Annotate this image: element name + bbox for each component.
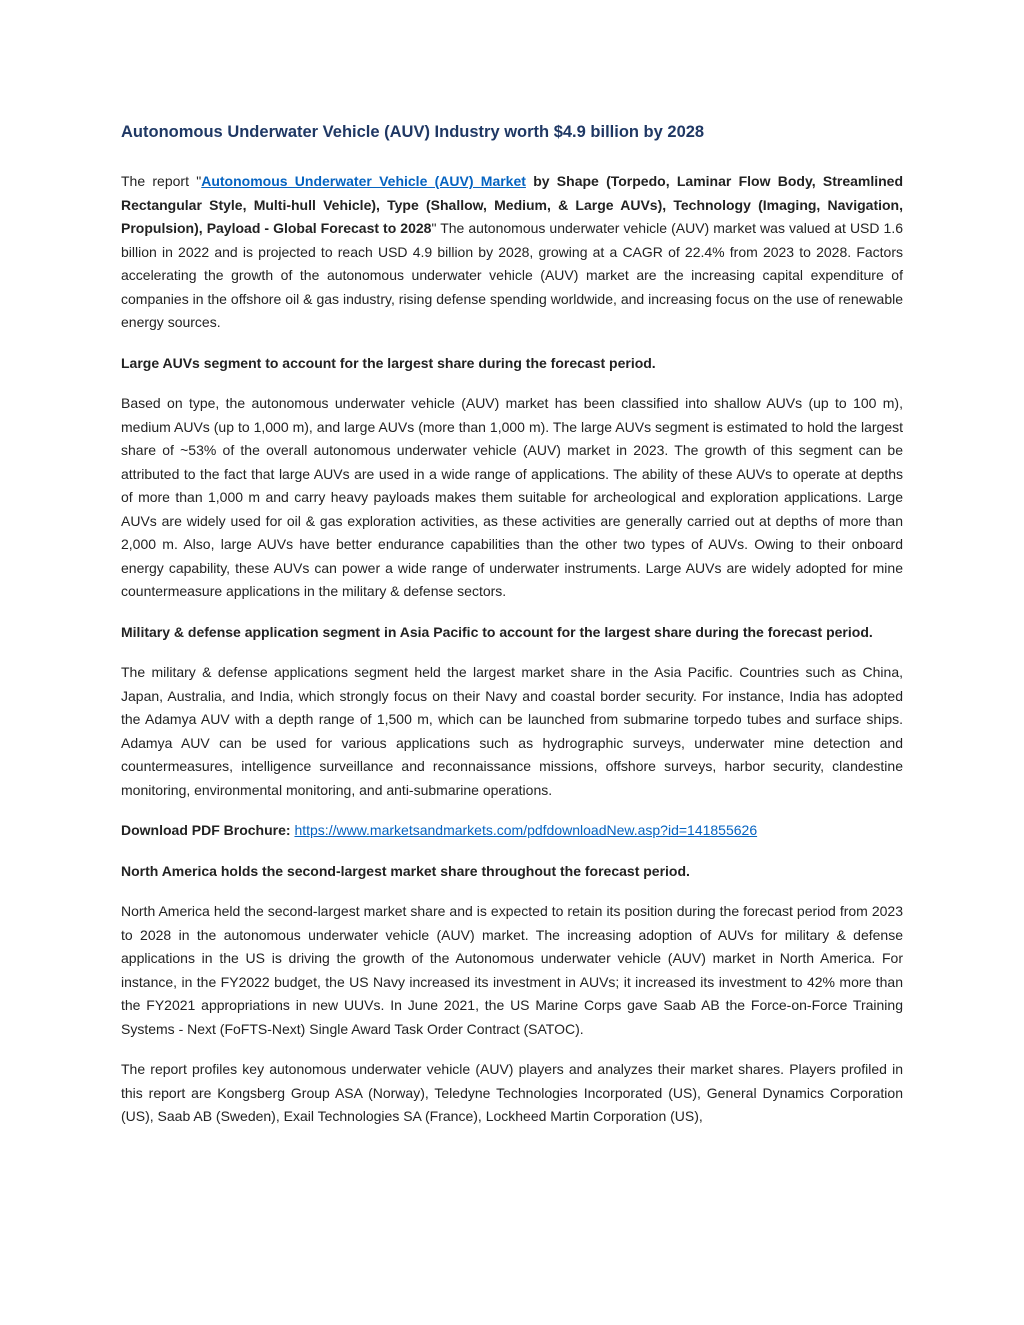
section-heading-north-america: North America holds the second-largest market share throughout the forecast period. [121, 862, 690, 879]
intro-prefix: The report " [121, 173, 202, 189]
intro-report-subtitle: by Shape (Torpedo, Laminar Flow Body, Streamlined Rectangular Style, Multi-hull Vehicle), Type (Shallow, Medium, & Large AUVs), Technology (Imaging, Navigation, Propulsion), Payload - Global Forecast to 2028 [121, 173, 904, 236]
page-title: Autonomous Underwater Vehicle (AUV) Industry worth $4.9 billion by 2028 [121, 123, 705, 141]
closing-paragraph: The report profiles key autonomous underwater vehicle (AUV) players and analyzes their market shares. Players profiled in this report are Kongsberg Group ASA (Norway), Teledyne Technologies Incorporated (US), General Dynamics Corporation (US), Saab AB (Sweden), Exail Technologies SA (France), Lockheed Martin Corporation (US), [121, 1061, 903, 1124]
brochure-line [121, 819, 903, 843]
intro-paragraph [121, 170, 903, 335]
brochure-label: Download PDF Brochure: [121, 822, 295, 838]
section-heading-military-defense: Military & defense application segment in Asia Pacific to account for the largest share during the forecast period. [121, 623, 873, 640]
intro-body: " The autonomous underwater vehicle (AUV) market was valued at USD 1.6 billion in 2022 and is projected to reach USD 4.9 billion by 2028, growing at a CAGR of 22.4% from 2023 to 2028. Factors accelerating the growth of the autonomous underwater vehicle (AUV) market are the increasing capital expenditure of companies in the offshore oil & gas industry, rising defense spending worldwide, and increasing focus on the use of renewable energy sources. [121, 220, 903, 330]
section-body-large-auvs: Based on type, the autonomous underwater vehicle (AUV) market has been classified into shallow AUVs (up to 100 m), medium AUVs (up to 1,000 m), and large AUVs (more than 1,000 m). The large AUVs segment is estimated to hold the largest share of ~53% of the overall autonomous underwater vehicle (AUV) market in 2023. The growth of this segment can be attributed to the fact that large AUVs are used in a wide range of applications. The ability of these AUVs to operate at depths of more than 1,000 m and carry heavy payloads makes them suitable for archeological and exploration applications. Large AUVs are widely used for oil & gas exploration activities, as these activities are generally carried out at depths of more than 2,000 m. Also, large AUVs have better endurance capabilities than the other two types of AUVs. Owing to their onboard energy capability, these AUVs can power a wide range of underwater instruments. Large AUVs are widely adopted for mine countermeasure applications in the military & defense sectors. [121, 395, 903, 599]
document-page [121, 122, 903, 1146]
section-heading-large-auvs: Large AUVs segment to account for the largest share during the forecast period. [121, 354, 656, 371]
report-link[interactable]: Autonomous Underwater Vehicle (AUV) Market [201, 173, 526, 189]
section-body-north-america: North America held the second-largest market share and is expected to retain its position during the forecast period from 2023 to 2028 in the autonomous underwater vehicle (AUV) market. The increasing adoption of AUVs for military & defense applications in the US is driving the growth of the Autonomous underwater vehicle (AUV) market in North America. For instance, in the FY2022 budget, the US Navy increased its investment in AUVs; it increased its investment to 42% more than the FY2021 appropriations in new UUVs. In June 2021, the US Marine Corps gave Saab AB the Force-on-Force Training Systems - Next (FoFTS-Next) Single Award Task Order Contract (SATOC). [121, 903, 903, 1037]
section-body-military-defense: The military & defense applications segment held the largest market share in the Asia Pacific. Countries such as China, Japan, Australia, and India, which strongly focus on their Navy and coastal border security. For instance, India has adopted the Adamya AUV with a depth range of 1,500 m, which can be launched from submarine torpedo tubes and surface ships. Adamya AUV can be used for various applications such as hydrographic surveys, underwater mine detection and countermeasures, intelligence surveillance and reconnaissance missions, offshore surveys, harbor security, clandestine monitoring, environmental monitoring, and anti-submarine operations. [121, 664, 903, 798]
brochure-link[interactable]: https://www.marketsandmarkets.com/pdfdownloadNew.asp?id=141855626 [294, 822, 758, 838]
